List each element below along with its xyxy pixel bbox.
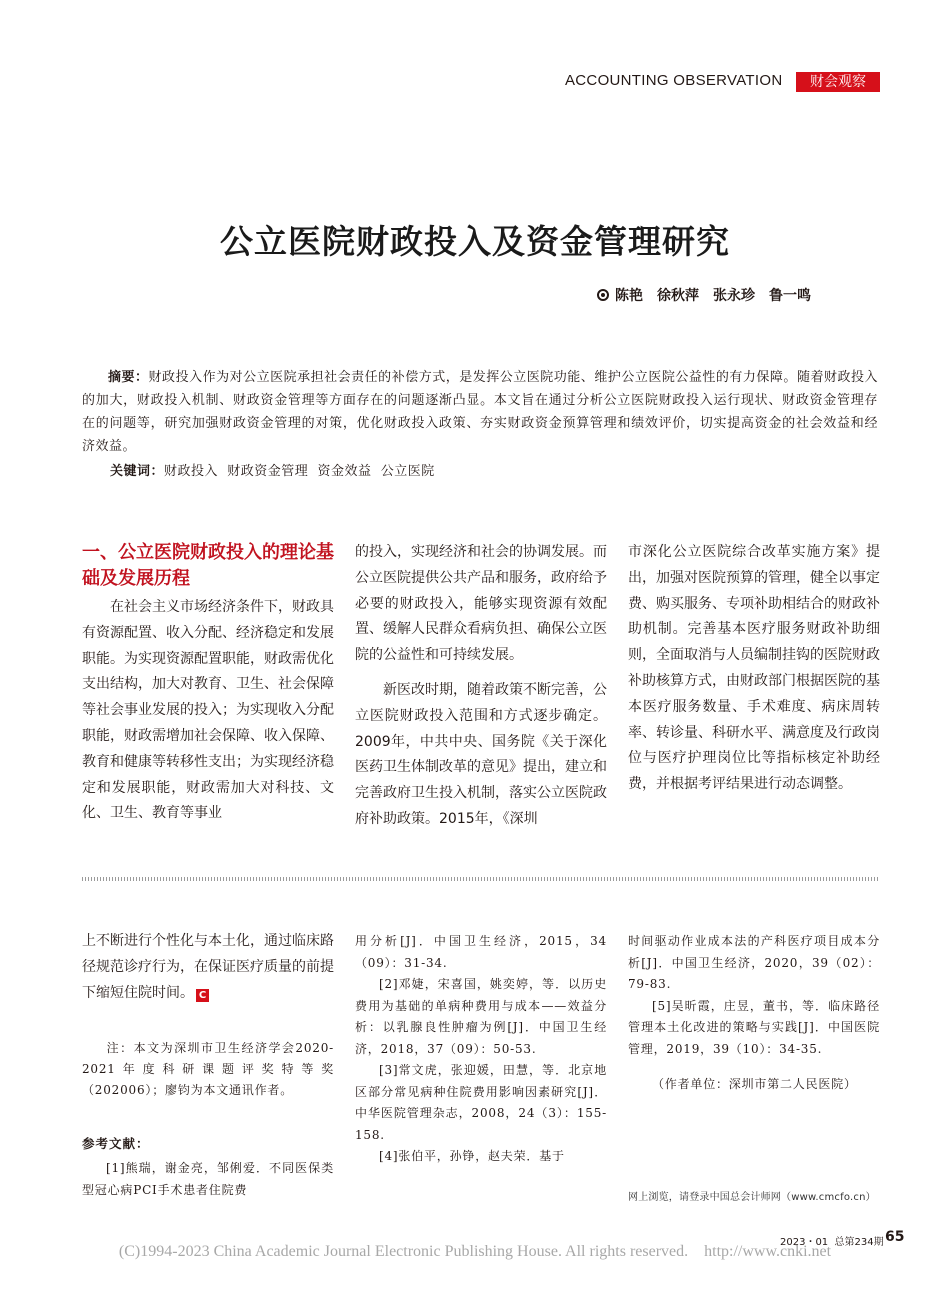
body-paragraph: 上不断进行个性化与本土化，通过临床路径规范诊疗行为，在保证医疗质量的前提下缩短住院时间。: [82, 933, 334, 1001]
body-column-1: [82, 595, 334, 827]
reference-item: 用分析[J]．中国卫生经济，2015，34（09）：31-34.: [355, 934, 607, 970]
body-column-3: [628, 540, 880, 798]
online-note: 网上浏览，请登录中国总会计师网（www.cmcfo.cn）: [628, 1192, 876, 1203]
reference-item: [2]邓婕，宋喜国，姚奕婷，等．以历史费用为基础的单病种费用与成本——效益分析：以乳腺良性肿瘤为例[J]．中国卫生经济，2018，37（09）：50-53.: [355, 977, 607, 1056]
body-paragraph: 的投入，实现经济和社会的协调发展。而公立医院提供公共产品和服务，政府给予必要的财政投入，能够实现资源有效配置、缓解人民群众看病负担、确保公立医院的公益性和可持续发展。: [355, 544, 607, 664]
keywords-label: 关键词：: [110, 464, 165, 479]
author-name: 张永珍: [713, 288, 755, 304]
body-paragraph: 在社会主义市场经济条件下，财政具有资源配置、收入分配、经济稳定和发展职能。为实现资源配置职能，财政需优化支出结构，加大对教育、卫生、社会保障等社会事业发展的投入；为实现收入分配职能，财政需增加社会保障、收入保障、教育和健康等转移性支出；为实现经济稳定和发展职能，财政需加大对科技、文化、卫生、教育等事业: [82, 599, 334, 822]
abstract-text: 财政投入作为对公立医院承担社会责任的补偿方式，是发挥公立医院功能、维护公立医院公益性的有力保障。随着财政投入的加大，财政投入机制、财政资金管理等方面存在的问题逐渐凸显。本文旨在通过分析公立医院财政投入运行现状、财政资金管理存在的问题等，研究加强财政资金管理的对策，优化财政投入政策、夯实财政资金预算管理和绩效评价，切实提高资金的社会效益和经济效益。: [82, 370, 878, 454]
journal-section-badge: 财会观察: [796, 72, 880, 92]
continued-text: [82, 929, 334, 1006]
body-paragraph: 新医改时期，随着政策不断完善，公立医院财政投入范围和方式逐步确定。2009年，中共中央、国务院《关于深化医药卫生体制改革的意见》提出，建立和完善政府卫生投入机制，落实公立医院政府补助政策。2015年，《深圳: [355, 681, 607, 827]
author-line: [597, 285, 825, 305]
end-mark-icon: C: [196, 989, 209, 1002]
keywords: [110, 460, 435, 479]
body-paragraph: 市深化公立医院综合改革实施方案》提出，加强对医院预算的管理，健全以事定费、购买服务、专项补助相结合的财政补助机制。完善基本医疗服务财政补助细则，全面取消与人员编制挂钩的医院财政补助核算方式，由财政部门根据医院的基本医疗服务数量、手术难度、病床周转率、转诊量、科研水平、满意度及行政岗位与医疗护理岗位比等指标核定补助经费，并根据考评结果进行动态调整。: [628, 544, 880, 793]
reference-item: [1]熊瑞，谢金亮，邹俐爱．不同医保类型冠心病PCI手术患者住院费: [82, 1161, 334, 1197]
author-name: 徐秋萍: [657, 288, 699, 304]
author-name: 鲁一鸣: [769, 288, 811, 304]
references-column-3: [628, 931, 880, 1096]
abstract-label: 摘要：: [108, 370, 149, 385]
body-column-2: [355, 540, 607, 833]
keywords-text: 财政投入 财政资金管理 资金效益 公立医院: [164, 464, 435, 479]
author-bullet-icon: [597, 289, 609, 301]
reference-item: [5]吴昕霞，庄昱，董书，等．临床路径管理本土化改进的策略与实践[J]．中国医院管理，2019，39（10）：34-35.: [628, 998, 880, 1056]
reference-item: [3]常文虎，张迎媛，田慧，等．北京地区部分常见病种住院费用影响因素研究[J]．中华医院管理杂志，2008，24（3）：155-158.: [355, 1063, 607, 1142]
reference-item: [4]张伯平，孙铮，赵夫荣．基于: [379, 1149, 565, 1163]
issue-info: 2023・01 总第234期: [780, 1237, 884, 1248]
page-number: 65: [885, 1229, 905, 1245]
author-affiliation: （作者单位：深圳市第二人民医院）: [652, 1077, 857, 1091]
author-name: 陈艳: [615, 288, 643, 304]
section-heading: 一、公立医院财政投入的理论基础及发展历程: [82, 542, 334, 589]
funding-note: [82, 1038, 334, 1101]
note-text: 注：本文为深圳市卫生经济学会2020-2021年度科研课题评奖特等奖（202006）；廖钧为本文通讯作者。: [82, 1041, 334, 1097]
references-heading: 参考文献：: [82, 1136, 150, 1151]
abstract: [82, 366, 878, 458]
reference-item: 时间驱动作业成本法的产科医疗项目成本分析[J]．中国卫生经济，2020，39（02）：79-83.: [628, 934, 880, 991]
article-title: 公立医院财政投入及资金管理研究: [220, 222, 730, 261]
journal-section-english: ACCOUNTING OBSERVATION: [565, 72, 783, 89]
references-column-2: [355, 931, 607, 1168]
page-divider: [82, 877, 878, 881]
references-column-1: [82, 1158, 334, 1201]
copyright-watermark: (C)1994-2023 China Academic Journal Electronic Publishing House. All rights reserved. http://www.cnki.net: [118, 1243, 832, 1260]
